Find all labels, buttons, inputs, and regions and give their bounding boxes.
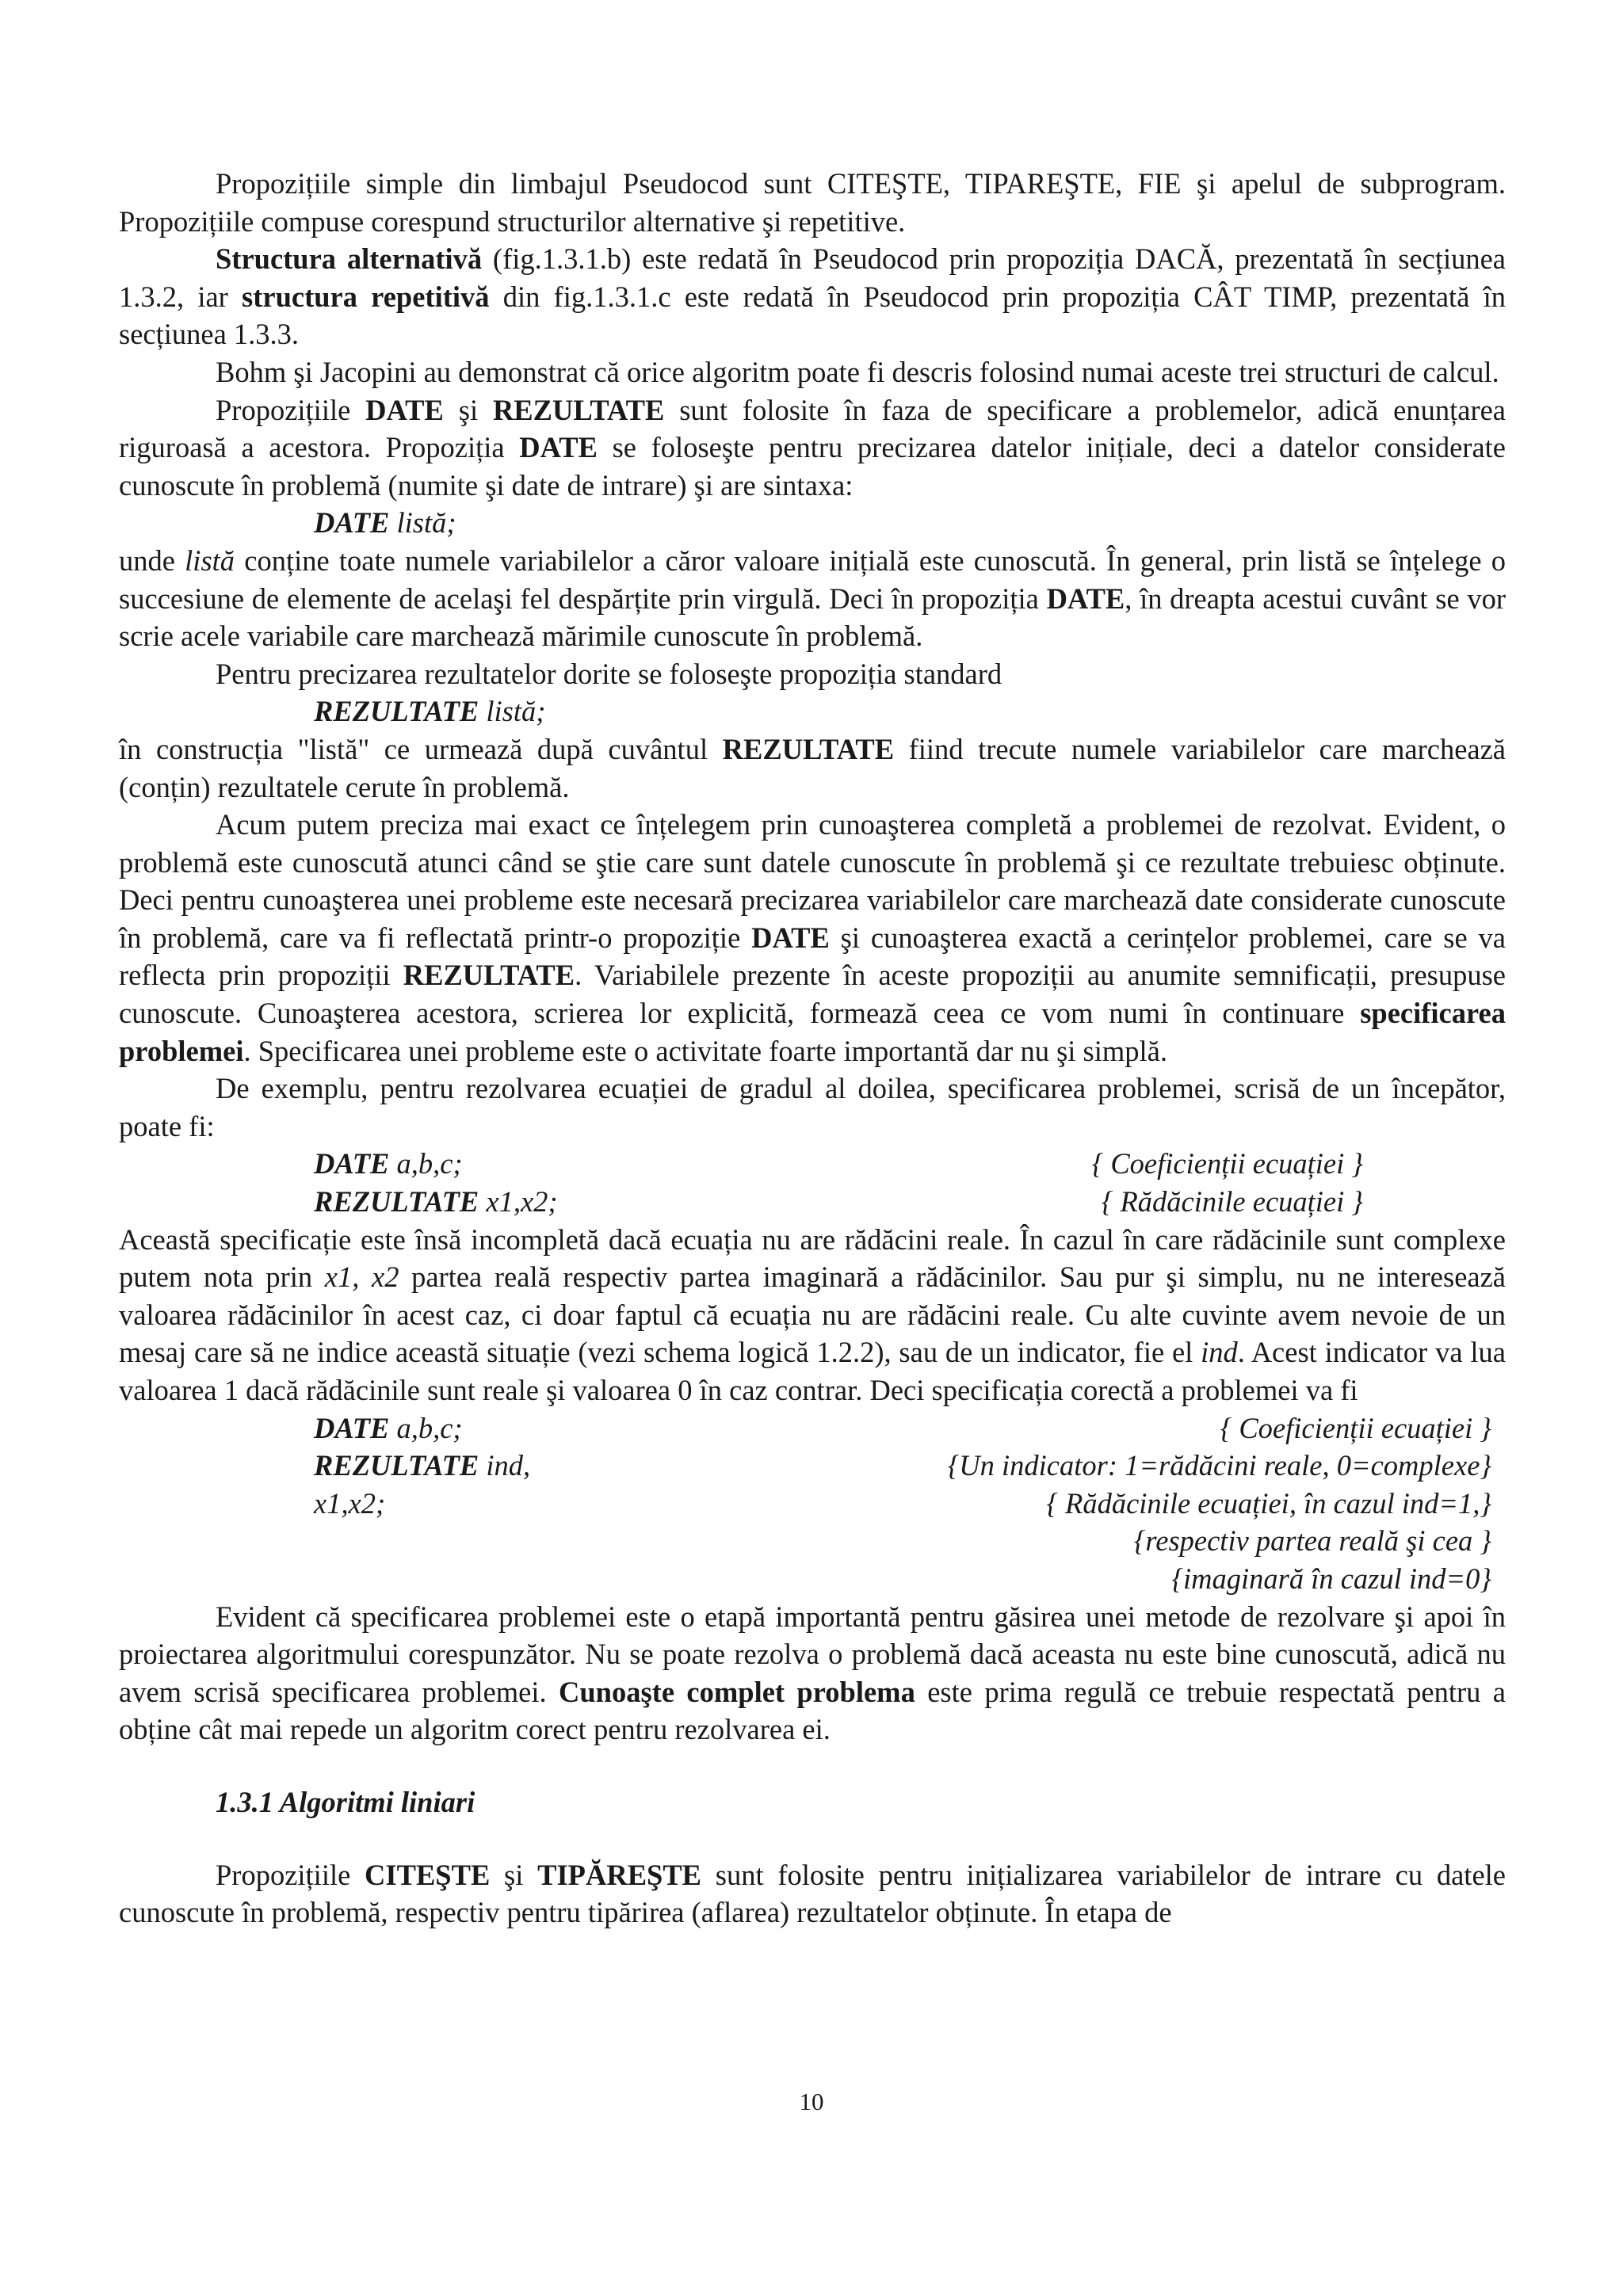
code-line — [119, 1485, 1506, 1523]
bold-term: DATE — [1046, 582, 1125, 615]
bold-term: CITEŞTE — [365, 1858, 491, 1891]
text: Bohm şi Jacopini au demonstrat că orice algoritm poate fi descris folosind numai aceste trei structuri de calcul. — [216, 355, 1499, 388]
code-line — [119, 1145, 1506, 1183]
argument: x1,x2; — [479, 1185, 558, 1219]
code-line — [119, 1183, 1506, 1221]
argument: listă; — [479, 695, 546, 728]
keyword: DATE — [314, 1147, 390, 1180]
text: în construcția "listă" ce urmează după cuvântul — [119, 732, 723, 765]
bold-term: Cunoaşte complet problema — [559, 1675, 915, 1708]
text: Această specificație este însă incompletă dacă ecuația nu are rădăcini reale. În cazul în care rădăcinile sunt complexe putem nota prin — [119, 1222, 1506, 1294]
text: şi — [490, 1858, 538, 1891]
paragraph — [119, 1221, 1506, 1409]
text: (fig.1.3.1.b) este redată în Pseudocod prin propoziția DACĂ, prezentată în secțiunea 1.3.2, iar — [119, 242, 1506, 313]
text: partea reală respectiv partea imaginară a rădăcinilor. Sau pur şi simplu, nu ne interesează valoarea rădăcinilor în acest caz, ci doar faptul că ecuația nu are rădăcini reale. Cu alte cuvinte avem nevoie de un mesaj care să ne indice această situație (vezi schema logică 1.2.2), sau de un indicator, fie el — [119, 1261, 1506, 1369]
text: sunt folosite pentru inițializarea variabilelor de intrare cu datele cunoscute în problemă, respectiv pentru tipărirea (aflarea) rezultatelor obținute. În etapa de — [119, 1858, 1506, 1929]
section-heading: 1.3.1 Algoritmi liniari — [216, 1785, 475, 1818]
bold-term: TIPĂREŞTE — [537, 1858, 702, 1891]
text: Evident că specificarea problemei este o etapă importantă pentru găsirea unei metode de rezolvare şi apoi în proiectarea algoritmului corespunzător. Nu se poate rezolva o problemă dacă aceasta nu este bine cunoscută, adică nu avem scrisă specificarea problemei. — [119, 1600, 1506, 1708]
bold-term: DATE — [519, 431, 598, 464]
text: şi — [443, 393, 493, 426]
italic-term: x1, x2 — [324, 1261, 399, 1294]
text: . Specificarea unei probleme este o activitate foarte importantă dar nu şi simplă. — [243, 1034, 1168, 1067]
code-comment: {respectiv partea reală şi cea } — [1133, 1524, 1491, 1558]
syntax-line — [119, 692, 1506, 730]
text: . Acest indicator va lua valoarea 1 dacă rădăcinile sunt reale şi valoarea 0 în caz contrar. Deci specificația corectă a problemei va fi — [119, 1336, 1506, 1406]
bold-term: specificarea problemei — [119, 997, 1506, 1067]
paragraph — [119, 391, 1506, 505]
paragraph — [119, 730, 1506, 806]
argument: x1,x2; — [314, 1486, 386, 1520]
keyword: REZULTATE — [314, 695, 479, 728]
text: Propozițiile simple din limbajul Pseudocod sunt CITEŞTE, TIPAREŞTE, FIE şi apelul de subprogram. Propozițiile compuse corespund structurilor alternative şi repetitive. — [119, 167, 1506, 238]
text: De exemplu, pentru rezolvarea ecuației de gradul al doilea, specificarea problemei, scrisă de un începător, poate fi: — [119, 1072, 1506, 1142]
keyword: REZULTATE — [314, 1185, 479, 1219]
argument: a,b,c; — [389, 1147, 463, 1180]
code-line — [119, 1409, 1506, 1447]
bold-term: DATE — [751, 921, 830, 954]
paragraph — [119, 655, 1506, 693]
text: se foloseşte pentru precizarea datelor inițiale, deci a datelor considerate cunoscute în problemă (numite şi date de intrare) şi are sintaxa: — [119, 431, 1506, 502]
argument: listă; — [389, 506, 456, 540]
paragraph — [119, 240, 1506, 353]
text: Propozițiile — [216, 393, 366, 426]
code-line — [119, 1560, 1506, 1598]
bold-term: DATE — [365, 393, 444, 426]
argument: a,b,c; — [389, 1411, 463, 1444]
bold-term: REZULTATE — [492, 393, 665, 426]
syntax-line — [119, 504, 1506, 542]
code-comment: {Un indicator: 1=rădăcini reale, 0=complexe} — [947, 1449, 1491, 1482]
text: Pentru precizarea rezultatelor dorite se foloseşte propoziția standard — [216, 657, 1002, 690]
page-body — [119, 165, 1506, 1932]
text: conține toate numele variabilelor a căror valoare inițială este cunoscută. În general, prin listă se înțelege o succesiune de elemente de acelaşi fel despărțite prin virgulă. Deci în propoziția — [119, 543, 1506, 615]
argument: ind, — [479, 1449, 531, 1482]
text: este prima regulă ce trebuie respectată pentru a obține cât mai repede un algoritm corect pentru rezolvarea ei. — [119, 1675, 1506, 1746]
italic-term: ind — [1201, 1336, 1238, 1369]
italic-term: listă — [185, 543, 235, 577]
paragraph — [119, 806, 1506, 1070]
keyword: DATE — [314, 1411, 390, 1444]
bold-term: REZULTATE — [403, 959, 575, 992]
paragraph — [119, 1598, 1506, 1749]
bold-term: structura repetitivă — [242, 280, 490, 313]
text: şi cunoaşterea exactă a cerințelor problemei, care se va reflecta prin propoziții — [119, 921, 1506, 992]
text: unde — [119, 543, 185, 577]
keyword: REZULTATE — [314, 1449, 479, 1482]
text: Acum putem preciza mai exact ce înțelegem prin cunoaşterea completă a problemei de rezolvat. Evident, o problemă este cunoscută atunci când se ştie care sunt datele cunoscute în problemă şi ce rezultate trebuiesc obținute. Deci pentru cunoaşterea unei probleme este necesară precizarea variabilelor care marchează date considerate cunoscute în problemă, care va fi reflectată printr-o propoziție — [119, 808, 1506, 954]
code-line — [119, 1447, 1506, 1485]
paragraph — [119, 1070, 1506, 1145]
text: sunt folosite în faza de specificare a problemelor, adică enunțarea riguroasă a acestora. Propoziția — [119, 393, 1506, 464]
text: . Variabilele prezente în aceste propoziții au anumite semnificații, presupuse cunoscute. Cunoaşterea acestora, scrierea lor explicită, formează ceea ce vom numi în continuare — [119, 959, 1506, 1030]
bold-term: REZULTATE — [722, 732, 895, 765]
text: , în dreapta acestui cuvânt se vor scrie acele variabile care marchează mărimile cunoscute în problemă. — [119, 582, 1506, 653]
text: fiind trecute numele variabilelor care marchează (conțin) rezultatele cerute în problemă. — [119, 732, 1506, 803]
code-comment: { Coeficienții ecuației } — [1091, 1147, 1363, 1180]
keyword: DATE — [314, 506, 390, 540]
text: Propozițiile — [216, 1858, 365, 1891]
code-comment: { Coeficienții ecuației } — [1220, 1411, 1491, 1444]
bold-term: Structura alternativă — [216, 242, 483, 276]
page-number: 10 — [799, 2088, 824, 2115]
paragraph — [119, 165, 1506, 240]
text: din fig.1.3.1.c este redată în Pseudocod prin propoziția CÂT TIMP, prezentată în secțiunea 1.3.3. — [119, 280, 1506, 351]
paragraph — [119, 353, 1506, 391]
code-comment: {imaginară în cazul ind=0} — [1171, 1562, 1491, 1595]
code-line — [119, 1522, 1506, 1560]
paragraph — [119, 1856, 1506, 1932]
paragraph — [119, 542, 1506, 655]
code-comment: { Rădăcinile ecuației, în cazul ind=1,} — [1046, 1486, 1491, 1520]
code-comment: { Rădăcinile ecuației } — [1101, 1185, 1363, 1219]
